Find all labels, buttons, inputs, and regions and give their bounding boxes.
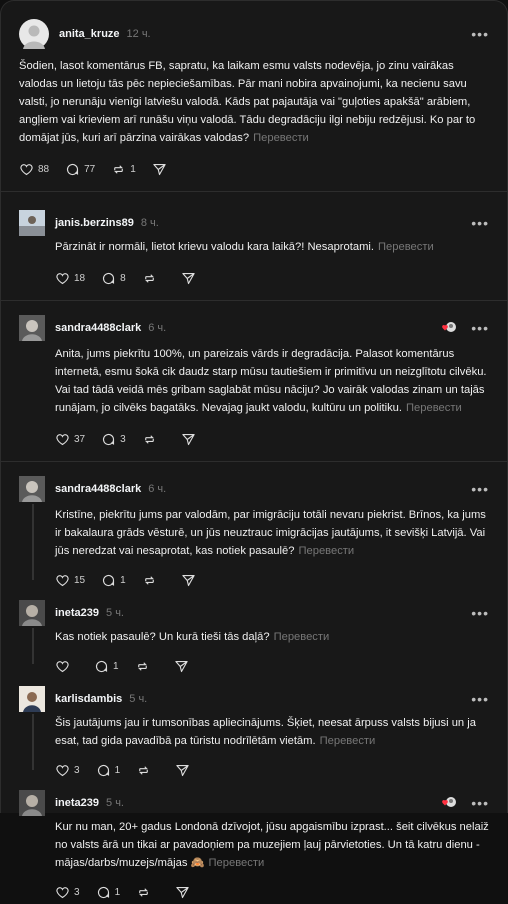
post-actions [19,157,489,181]
reply-item [1,462,507,592]
liked-by-author-badge [441,795,457,811]
avatar[interactable] [19,210,45,236]
comment-button[interactable] [101,271,126,286]
comment-icon [101,271,116,286]
repost-icon [135,659,150,674]
repost-icon [142,432,157,447]
share-icon [181,432,196,447]
repost-button[interactable] [135,659,158,674]
reply-author[interactable]: ineta239 [55,797,100,809]
comment-count: 77 [84,163,96,175]
translate-link[interactable]: Перевести [298,545,355,557]
comment-icon [65,162,80,177]
share-icon [175,885,190,900]
share-button[interactable] [175,763,190,778]
post-time: 12 ч. [126,28,151,40]
comment-button[interactable] [65,162,95,177]
like-button[interactable] [55,432,85,447]
post-text: Šodien, lasot komentārus FB, sapratu, ka laikam esmu valsts nodevēja, jo zinu vairākas valodas un lietoju tās pēc nepieciešamības. Pār mani nobira apvainojumi, ka necienu savu valsti, jo nerunāju vienīgi latviešu valodā. Kāds pat pajautāja vai "guļoties apakšā" arābiem, angļiem vai krieviem arī runāšu viņu valodā. Tādu degradāciju ilgi nebiju redzējusi. Ko par to domājat jūs, kuri arī pārzina vairākas valodas? Перевести [19,60,476,144]
thread-line [32,714,34,770]
translate-link[interactable]: Перевести [406,402,462,414]
share-button[interactable] [152,162,167,177]
like-button[interactable] [55,885,80,900]
share-icon [181,271,196,286]
reply-text: Anita, jums piekrītu 100%, un pareizais vārds ir degradācija. Palasot komentārus internetā, esmu šokā cik daudz starp mūsu tautiešiem ir primitīvu un neizglītotu cilvēku. Vai tad tādā veidā mēs gribam saglabāt mūsu nāciju? Jo vairāk valodas zinam un tajās runājam, jo cilvēks bagatāks. Nevajag jaukt valodu, kultūru un politiku. Перевести [55,348,487,414]
repost-button[interactable] [142,573,165,588]
more-icon[interactable]: ••• [471,795,489,811]
translate-link[interactable]: Перевести [377,241,434,253]
reply-author[interactable]: karlisdambis [55,693,123,705]
like-count: 15 [74,574,86,586]
comment-button[interactable] [101,573,126,588]
reply-actions [19,427,489,451]
heart-icon [55,271,70,286]
share-icon [175,763,190,778]
liked-by-author-badge [441,320,457,336]
like-count: 37 [74,433,86,445]
reply-author[interactable]: sandra4488clark [55,322,142,334]
reply-author[interactable]: ineta239 [55,607,100,619]
reply-author[interactable]: sandra4488clark [55,483,142,495]
like-count: 3 [74,886,80,898]
reply-actions [19,654,489,678]
reply-text: Šis jautājums jau ir tumsonības apliecinājums. Šķiet, neesat ārpuss valsts bijusi un ja esat, tad gida pavadībā pa tūristu nodrīlētām vietām. Перевести [55,717,476,747]
more-icon[interactable]: ••• [471,605,489,621]
reply-text: Kur nu man, 20+ gadus Londonā dzīvojot, jūsu apgaismību izprast... šeit cilvēkus nelaiž no valsts ārā un tikai ar pavadoņiem pa muzejiem ļauj pārvietoties. Un tā katru dienu - mājas/darbs/muzejs/mājas 🙈 Перевести [55,821,489,869]
like-button[interactable] [19,162,49,177]
repost-button[interactable] [142,271,165,286]
reply-actions [19,758,489,782]
translate-link[interactable]: Перевести [273,631,330,643]
repost-icon [142,271,157,286]
share-icon [152,162,167,177]
post-author[interactable]: anita_kruze [59,28,120,40]
share-button[interactable] [181,432,196,447]
reply-item [1,592,507,678]
comment-count: 1 [120,574,126,586]
repost-icon [142,573,157,588]
repost-icon [136,885,151,900]
like-count: 18 [74,272,86,284]
reply-item [1,301,507,451]
reply-time: 8 ч. [140,217,159,229]
avatar[interactable] [19,315,45,341]
reply-time: 5 ч. [106,607,124,619]
more-icon[interactable]: ••• [471,26,489,42]
share-button[interactable] [181,271,196,286]
avatar[interactable] [19,790,45,816]
main-post [1,1,507,181]
repost-button[interactable] [142,432,165,447]
repost-icon [136,763,151,778]
comment-count: 8 [120,272,126,284]
comment-button[interactable] [96,885,121,900]
comment-count: 1 [114,764,121,776]
reply-item [1,678,507,782]
reply-time: 5 ч. [129,693,148,705]
share-icon [181,573,196,588]
comment-count: 1 [114,886,121,898]
repost-icon [111,162,126,177]
like-count: 3 [74,764,80,776]
reply-text: Kas notiek pasaulē? Un kurā tieši tās daļā? Перевести [55,631,330,643]
heart-icon [55,763,70,778]
repost-button[interactable] [111,162,136,177]
comment-button[interactable] [94,659,119,674]
like-button[interactable] [55,659,78,674]
reply-author[interactable]: janis.berzins89 [55,217,134,229]
comment-icon [96,763,111,778]
heart-icon [55,885,70,900]
avatar[interactable] [19,600,45,626]
share-button[interactable] [174,659,189,674]
more-icon[interactable]: ••• [471,481,489,497]
reply-text: Kristīne, piekrītu jums par valodām, par imigrāciju totāli nevaru piekrist. Brīnos, ka jums ir bakalaura grāds vēsturē, un jūs neuztrauc imigrācijas jautājums, it sevišķi Latvijā. Vai jūs neredzat vai nesaprotat, kas notiek pasaulē? Перевести [55,509,486,557]
comment-button[interactable] [101,432,126,447]
reply-text: Pārzināt ir normāli, lietot krievu valodu kara laikā?! Nesaprotami. Перевести [55,241,434,253]
more-icon[interactable]: ••• [471,691,489,707]
avatar[interactable] [19,476,45,502]
repost-button[interactable] [136,885,159,900]
heart-icon [19,162,34,177]
translate-link[interactable]: Перевести [253,132,309,144]
heart-icon [55,573,70,588]
share-icon [174,659,189,674]
repost-count: 1 [130,163,136,175]
comment-icon [101,573,116,588]
avatar[interactable] [19,19,49,49]
reply-time: 5 ч. [106,797,124,809]
heart-icon [55,432,70,447]
comment-button[interactable] [96,763,121,778]
reply-item [1,192,507,290]
like-button[interactable] [55,763,80,778]
translate-link[interactable]: Перевести [319,735,376,747]
share-button[interactable] [181,573,196,588]
reply-item [1,782,507,904]
reply-time: 6 ч. [148,322,167,334]
more-icon[interactable]: ••• [471,320,489,336]
reply-actions [19,880,489,904]
comment-count: 1 [113,660,119,672]
like-button[interactable] [55,573,85,588]
reply-actions [19,568,489,592]
reply-actions [19,266,489,290]
comment-icon [94,659,109,674]
more-icon[interactable]: ••• [471,215,489,231]
like-count: 88 [38,163,50,175]
repost-button[interactable] [136,763,159,778]
thread-line [32,504,34,580]
avatar[interactable] [19,686,45,712]
comment-count: 3 [120,433,126,445]
heart-icon [55,659,70,674]
comment-icon [101,432,116,447]
comment-icon [96,885,111,900]
share-button[interactable] [175,885,190,900]
reply-time: 6 ч. [148,483,167,495]
thread-line [32,628,34,664]
like-button[interactable] [55,271,85,286]
translate-link[interactable]: Перевести [208,857,265,869]
